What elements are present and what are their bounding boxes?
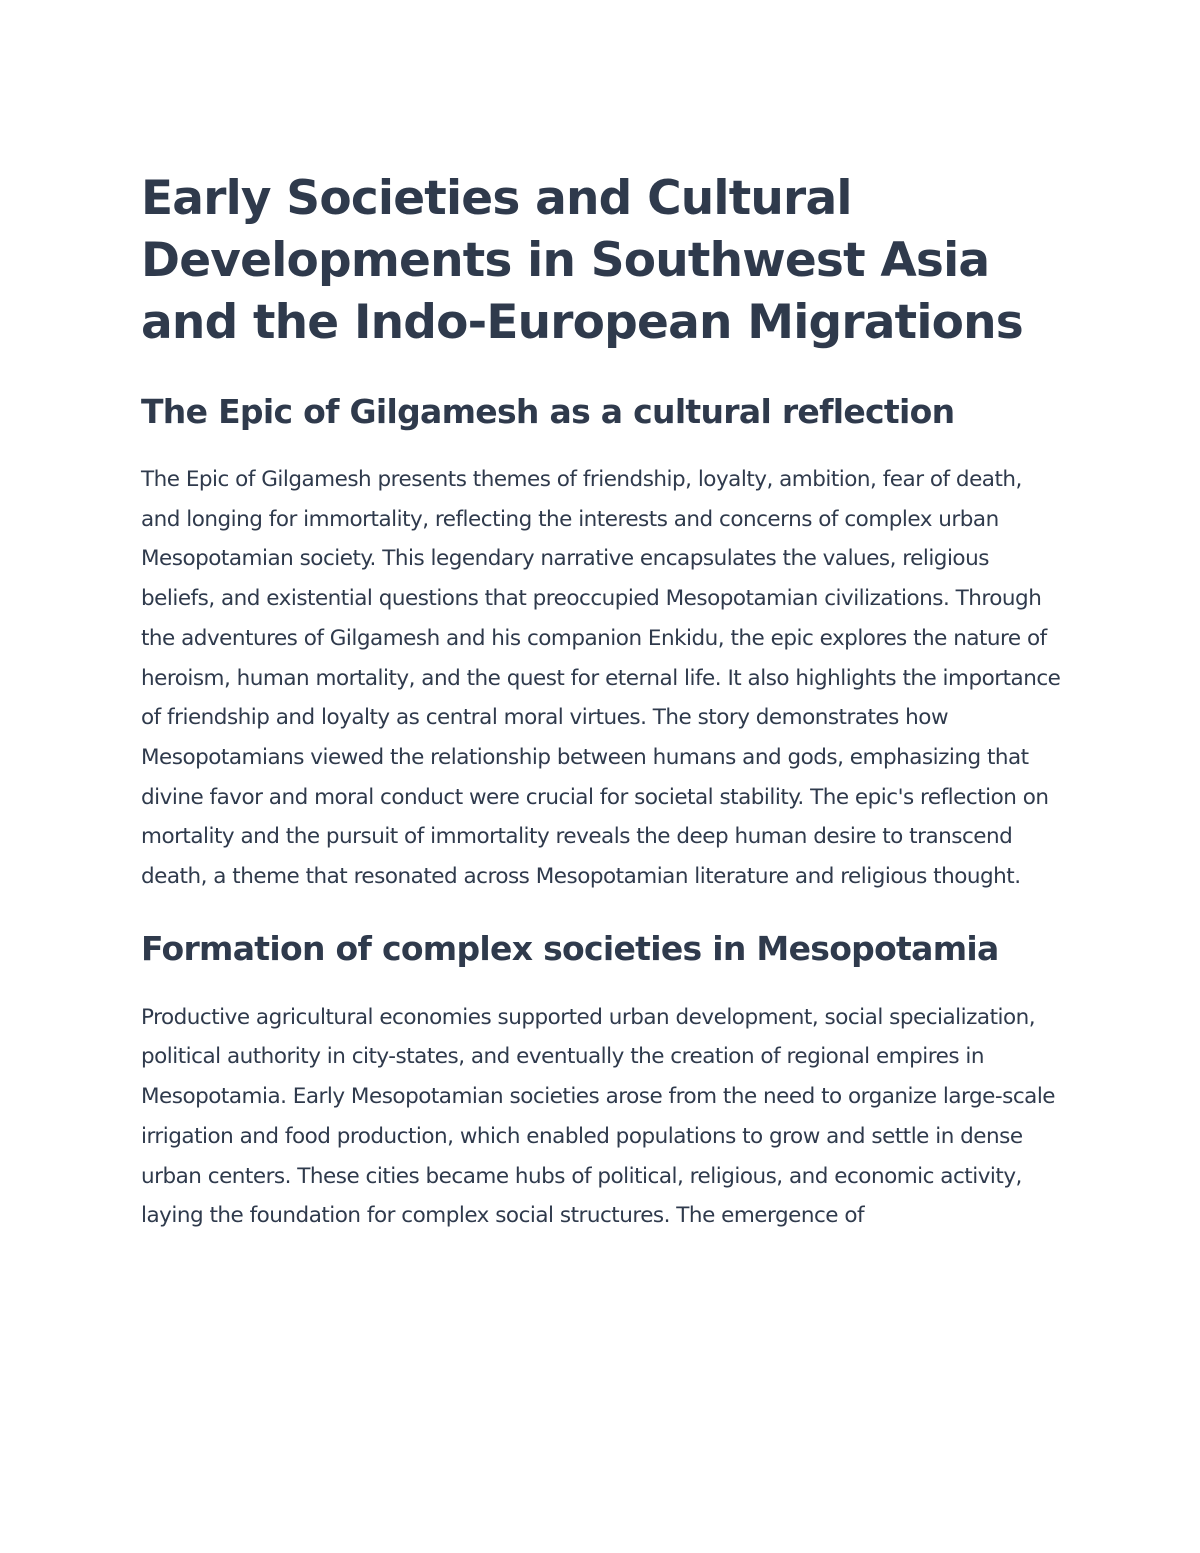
section-body-mesopotamia: Productive agricultural economies supported urban development, social specialization, political authority in city-states, and eventually the creation of regional empires in Mesopotamia. Early Mesopotamian societies arose from the need to organize large-scale irrigation and food production, which enabled populations to grow and settle in dense urban centers. These cities became hubs of political, religious, and economic activity, laying the foundation for complex social structures. The emergence of xyxy=(141,1004,1056,1229)
section-body-gilgamesh: The Epic of Gilgamesh presents themes of friendship, loyalty, ambition, fear of death, and longing for immortality, reflecting the interests and concerns of complex urban Mesopotamian society. This legendary narrative encapsulates the values, religious beliefs, and existential questions that preoccupied Mesopotamian civilizations. Through the adventures of Gilgamesh and his companion Enkidu, the epic explores the nature of heroism, human mortality, and the quest for eternal life. It also highlights the importance of friendship and loyalty as central moral virtues. The story demonstrates how Mesopotamians viewed the relationship between humans and gods, emphasizing that divine favor and moral conduct were crucial for societal stability. The epic's reflection on mortality and the pursuit of immortality reveals the deep human desire to transcend death, a theme that resonated across Mesopotamian literature and religious thought. xyxy=(141,467,1061,890)
document-title: Early Societies and Cultural Developments in Southwest Asia and the Indo-European Migrations xyxy=(141,171,1023,350)
section-heading-gilgamesh: The Epic of Gilgamesh as a cultural reflection xyxy=(141,392,955,431)
section-heading-mesopotamia: Formation of complex societies in Mesopotamia xyxy=(141,928,999,968)
document-page xyxy=(141,168,1061,1236)
